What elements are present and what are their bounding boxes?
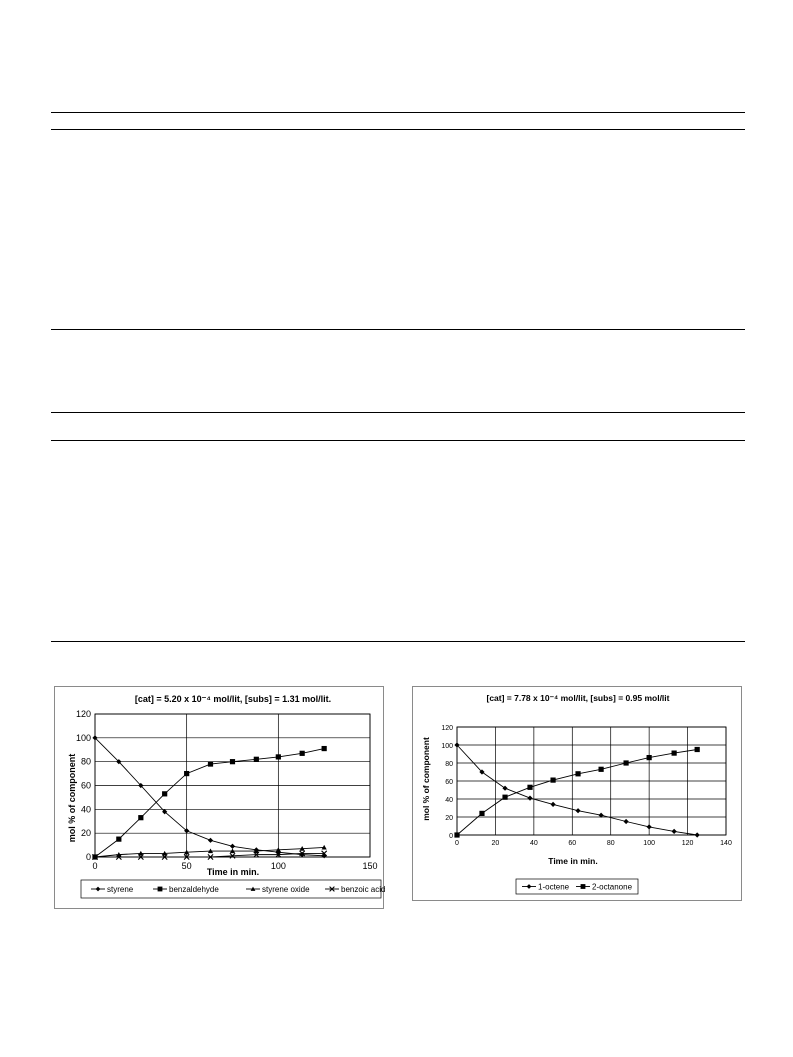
data-point xyxy=(599,767,604,772)
data-point xyxy=(550,802,555,807)
table-rule-6 xyxy=(51,641,745,642)
series-2-octanone xyxy=(454,747,699,838)
y-tick-label: 100 xyxy=(75,732,91,743)
x-tick-label: 40 xyxy=(529,840,538,847)
table-rule-4 xyxy=(51,412,745,413)
x-tick-label: 150 xyxy=(362,861,378,871)
gridlines xyxy=(457,727,726,835)
legend xyxy=(81,880,385,898)
x-tick-label: 60 xyxy=(568,840,577,847)
x-ticks xyxy=(455,840,732,847)
y-tick-label: 0 xyxy=(449,833,453,840)
data-point xyxy=(116,837,121,842)
data-point xyxy=(527,785,532,790)
data-point xyxy=(208,761,213,766)
y-ticks xyxy=(441,725,453,840)
data-point xyxy=(647,824,652,829)
data-point xyxy=(575,771,580,776)
legend-label: 1-octene xyxy=(538,882,570,892)
data-point xyxy=(230,844,235,849)
x-tick-label: 120 xyxy=(681,840,694,847)
data-point xyxy=(300,751,305,756)
data-point xyxy=(184,771,189,776)
legend-marker xyxy=(581,884,586,889)
data-point xyxy=(322,746,327,751)
x-tick-label: 80 xyxy=(606,840,615,847)
legend-marker xyxy=(158,887,163,892)
legend-label: styrene xyxy=(107,885,134,894)
series-1-octene xyxy=(454,742,699,837)
y-tick-label: 120 xyxy=(441,725,453,732)
data-point xyxy=(550,778,555,783)
data-point xyxy=(623,819,628,824)
data-point xyxy=(454,832,459,837)
chart-title: [cat] = 7.78 x 10⁻⁴ mol/lit, [subs] = 0.95 mol/lit xyxy=(486,693,670,703)
y-axis-label: mol % of component xyxy=(421,737,431,821)
x-tick-label: 100 xyxy=(643,840,655,847)
x-tick-label: 20 xyxy=(491,840,500,847)
series-line xyxy=(457,745,697,835)
y-ticks xyxy=(76,709,91,862)
data-point xyxy=(276,754,281,759)
legend-label: benzaldehyde xyxy=(169,885,219,894)
y-tick-label: 120 xyxy=(75,709,91,719)
x-tick-label: 50 xyxy=(181,861,192,871)
data-point xyxy=(575,808,580,813)
legend-label: 2-octanone xyxy=(592,882,633,892)
data-point xyxy=(138,815,143,820)
data-point xyxy=(254,757,259,762)
y-tick-label: 100 xyxy=(441,743,453,750)
gridlines xyxy=(95,714,370,857)
legend-label: styrene oxide xyxy=(262,885,310,894)
y-tick-label: 60 xyxy=(80,780,91,791)
chart-octene-svg xyxy=(413,687,743,902)
chart-title: [cat] = 5.20 x 10⁻⁴ mol/lit, [subs] = 1.31 mol/lit. xyxy=(134,694,332,704)
series-styrene xyxy=(92,735,326,858)
data-point xyxy=(695,747,700,752)
chart-octene xyxy=(412,686,742,901)
y-tick-label: 80 xyxy=(80,756,91,767)
legend xyxy=(516,879,638,894)
data-point xyxy=(695,832,700,837)
y-tick-label: 40 xyxy=(445,797,453,804)
y-tick-label: 20 xyxy=(445,815,453,822)
data-point xyxy=(623,760,628,765)
data-point xyxy=(162,791,167,796)
table-rule-5 xyxy=(51,440,745,441)
x-axis-label: Time in min. xyxy=(206,867,260,877)
legend-label: benzoic acid xyxy=(341,885,385,894)
table-rule-3 xyxy=(51,329,745,330)
series-benzaldehyde xyxy=(92,746,326,860)
y-tick-label: 80 xyxy=(445,761,453,768)
data-point xyxy=(672,829,677,834)
table-rule-1 xyxy=(51,112,745,113)
x-tick-label: 0 xyxy=(455,840,459,847)
data-point xyxy=(527,796,532,801)
x-tick-label: 0 xyxy=(92,861,98,871)
chart-styrene-svg xyxy=(55,687,385,910)
y-tick-label: 20 xyxy=(80,828,91,839)
x-tick-label: 100 xyxy=(270,861,286,871)
data-point xyxy=(230,759,235,764)
data-point xyxy=(502,795,507,800)
chart-styrene xyxy=(54,686,384,909)
x-tick-label: 140 xyxy=(720,840,732,847)
data-point xyxy=(647,755,652,760)
y-axis-label: mol % of component xyxy=(67,753,77,843)
x-axis-label: Time in min. xyxy=(548,856,598,866)
y-tick-label: 60 xyxy=(445,779,453,786)
data-point xyxy=(672,751,677,756)
y-tick-label: 0 xyxy=(85,852,91,862)
y-tick-label: 40 xyxy=(80,804,91,815)
table-rule-2 xyxy=(51,129,745,130)
data-point xyxy=(208,838,213,843)
series-line xyxy=(457,750,697,836)
data-point xyxy=(479,811,484,816)
